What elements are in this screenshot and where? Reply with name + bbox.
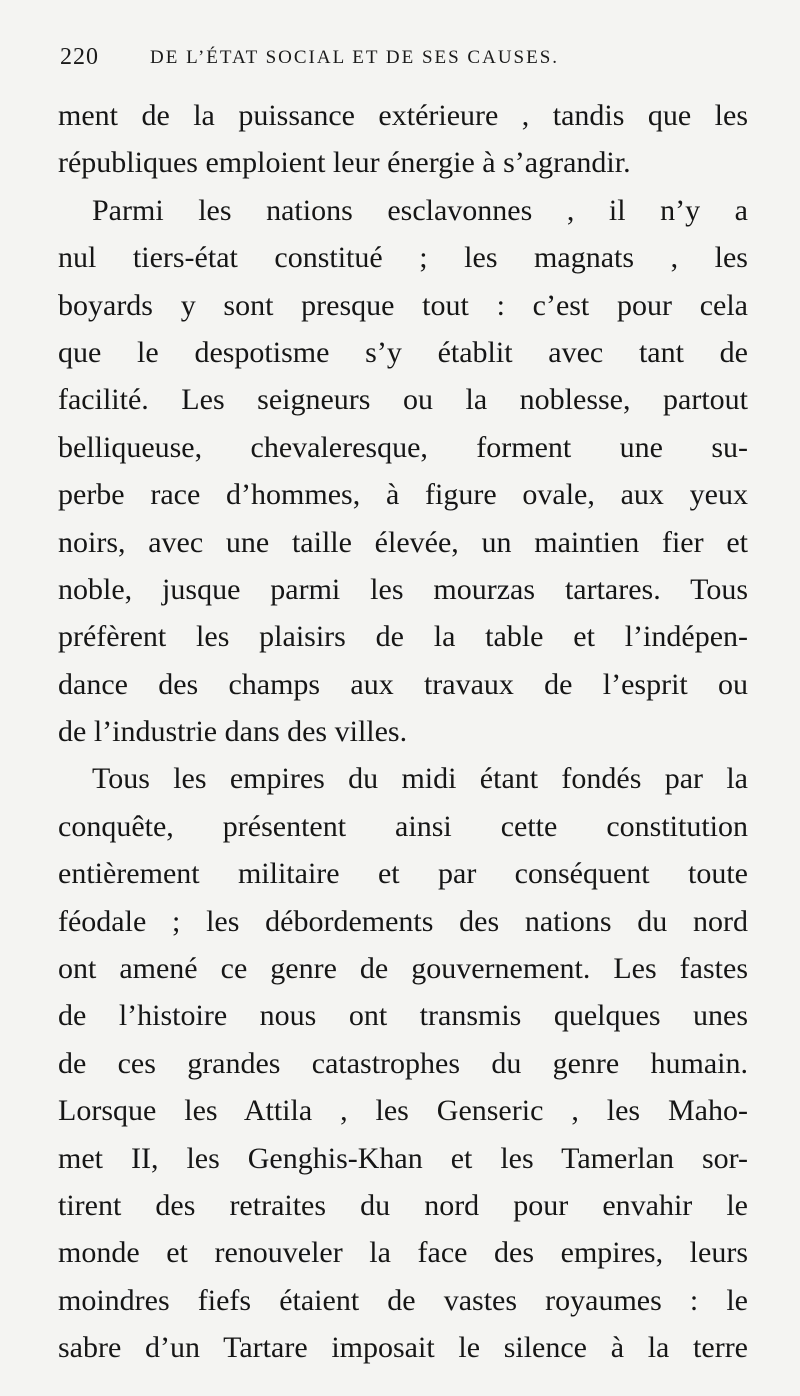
text-line: entièrement militaire et par conséquent toute	[58, 857, 748, 891]
text-line: préfèrent les plaisirs de la table et l’indépen-	[58, 620, 748, 654]
text-line: boyards y sont presque tout : c’est pour cela	[58, 288, 748, 322]
text-line: facilité. Les seigneurs ou la noblesse, partout	[58, 383, 748, 417]
text-line: sabre d’un Tartare imposait le silence à la terre	[58, 1331, 748, 1365]
text-line: de l’industrie dans des villes.	[58, 715, 408, 749]
text-line: perbe race d’hommes, à figure ovale, aux yeux	[58, 478, 748, 512]
page-number: 220	[60, 44, 99, 70]
text-line: moindres fiefs étaient de vastes royaumes : le	[58, 1283, 748, 1317]
text-line: dance des champs aux travaux de l’esprit ou	[58, 667, 748, 701]
text-line: que le despotisme s’y établit avec tant de	[58, 335, 748, 369]
text-line: féodale ; les débordements des nations du nord	[58, 904, 748, 938]
paragraph-first-line: Tous les empires du midi étant fondés par la	[92, 762, 748, 796]
text-line: noble, jusque parmi les mourzas tartares. Tous	[58, 572, 748, 606]
text-line: belliqueuse, chevaleresque, forment une su-	[58, 430, 748, 464]
text-line: républiques emploient leur énergie à s’agrandir.	[58, 146, 631, 180]
running-title: DE L’ÉTAT SOCIAL ET DE SES CAUSES.	[150, 47, 560, 68]
text-line: tirent des retraites du nord pour envahir le	[58, 1188, 748, 1222]
text-line: monde et renouveler la face des empires, leurs	[58, 1236, 748, 1270]
text-line: Lorsque les Attila , les Genseric , les Maho-	[58, 1094, 748, 1128]
text-line: de ces grandes catastrophes du genre humain.	[58, 1046, 748, 1080]
paragraph-first-line: Parmi les nations esclavonnes , il n’y a	[92, 193, 748, 227]
text-line: ment de la puissance extérieure , tandis que les	[58, 99, 748, 132]
text-line: ont amené ce genre de gouvernement. Les fastes	[58, 952, 748, 986]
text-line: noirs, avec une taille élevée, un maintien fier et	[58, 525, 748, 559]
text-line: met II, les Genghis-Khan et les Tamerlan sor-	[58, 1141, 748, 1175]
page-header	[60, 44, 720, 78]
text-line: de l’histoire nous ont transmis quelques unes	[58, 999, 748, 1033]
body-text	[58, 92, 748, 1372]
text-line: nul tiers-état constitué ; les magnats , les	[58, 241, 748, 275]
text-line: conquête, présentent ainsi cette constitution	[58, 809, 748, 843]
